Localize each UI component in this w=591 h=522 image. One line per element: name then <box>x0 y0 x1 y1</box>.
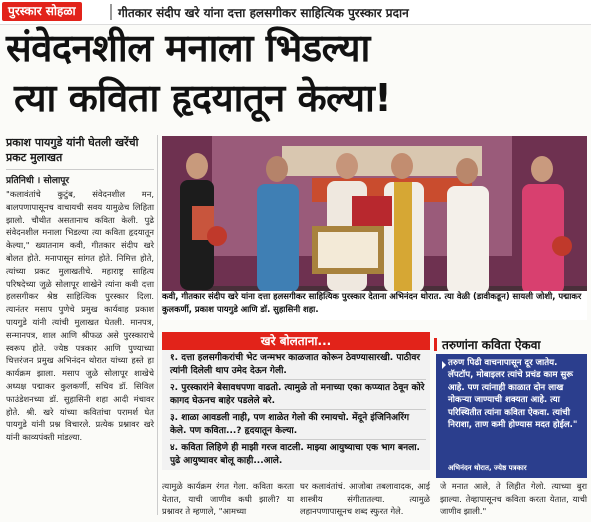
sidebar-signature: अभिनंदन थोरात, ज्येष्ठ पत्रकार <box>448 464 527 472</box>
article-body-continued: जे मनात आले, ते लिहीत गेलो. त्याच्या बुरा झाल्या. तेव्हापासूनच कविता करता येतात, याची जाणीव झाली." <box>440 481 587 516</box>
photo-caption: कवी, गीतकार संदीप खरे यांना दत्ता हलसगीकर साहित्यिक पुरस्कार देताना अभिनंदन थोरात. त्या वेळी (डावीकडून) सायली जोशी, पद्माकर कुलकर्णी, प्रकाश पायगुडे आणि डॉ. सुहासिनी शहा. <box>162 291 582 314</box>
article-body-continued: त्यामुळे कार्यक्रम रंगत गेला. कविता करता येतात, याची जाणीव कधी झाली? या प्रश्नावर ते म्हणाले, "आमच्या <box>162 481 294 516</box>
quote-item: १. दत्ता हलसगीकरांची भेट जन्मभर काळजात कोरून ठेवण्यासारखी. पाठीवर त्यांनी दिलेली थाप उमेद देऊन गेली. <box>170 353 421 376</box>
quote-item: ३. शाळा आवडली नाही, पण शाळेत गेलो की रमायचो. मेंदूने इंजिनिअरिंग केले. पण कविता...? हृदयातून केल्या. <box>170 413 410 436</box>
divider <box>170 409 426 410</box>
divider <box>6 169 154 170</box>
article-body-continued: घर कलावंतांचं. आजोबा तबलावादक, आई शास्त्रीय संगीतातल्या. त्यामुळे लहानपणापासूनच शब्द स्फुरत गेले. <box>300 481 430 516</box>
byline: प्रतिनिधी । सोलापूर <box>6 176 70 186</box>
quotes-banner: खरे बोलताना... <box>162 332 430 350</box>
quote-item: २. पुरस्कारांने बेसावधपणा वाढतो. त्यामुळे तो मनाच्या एका कप्प्यात ठेवून कोरे कागद घेऊनच बाहेर पडलेले बरे. <box>170 383 425 406</box>
accent-bar <box>434 338 437 351</box>
arrow-icon <box>442 361 446 369</box>
quote-item: ४. कविता लिहिणे ही माझी गरज वाटली. माझ्या आयुष्याचा एक भाग बनला. पुढे आयुष्यावर बोलू काही...आले. <box>170 443 420 466</box>
sidebar-body: तरुण पिढी वाचनापासून दूर जातेय. लॅपटॉप, मोबाइलर त्यांचे प्रचंड काम सुरू आहे. पण त्यांनाही काळात दोन लाख नोकऱ्या जाण्याची शक्यता आहे. त्या परिस्थितीत त्यांना कविता ऐकवा. त्यांची निराशा, ताण कमी होण्यास मदत होईल." <box>448 358 578 431</box>
article-body: "कलावंतांचे कुटुंब, संवेदनशील मन, बालपणापासूनच वाचायची सवय यामुळेच लिहिता झालो. चौथीत असतानाच कविता केली. पुढे संवेदनशील मनाला भिडल्या त्या कविता हृदयातून केल्या," ख्यातनाम कवी, गीतकार संदीप खरे बोलत होते. मनापासून सांगत होते. निमित्त होते, त्यांच्या प्रकट मुलाखतीचे. महाराष्ट्र साहित्य परिषदेच्या जुळे सोलापूर शाखेने त्यांना कवी दत्ता हलसगीकर श्रेष्ठ साहित्यिक पुरस्कार दिला. त्यानंतर मसाप पुणेचे प्रमुख कार्यवाह प्रकाश पायगुडे यांनी त्यांची मुलाखत घेतली. मानपत्र, सन्मानपत्र, शाल आणि श्रीफळ असे पुरस्काराचे स्वरूप होते. ज्येष्ठ पत्रकार आणि पुण्याच्या चित्तरंजन प्रमुख अभिनंदन थोरात यांच्या हस्ते हा कार्यक्रम झाला. मसाप जुळे सोलापूर शाखेचे अध्यक्ष पद्माकर कुलकर्णी, सचिव डॉ. सिविल फाउंडेशनच्या डॉ. सुहासिनी शहा आदी मंचावर होते. श्री. खरे यांच्या कवितांचा परामर्श घेत पायगुडे यांनी प्रश्न विचारले. प्रत्येक प्रश्नावर खरे यांनी काव्यपंक्ती मांडल्या. <box>6 189 154 443</box>
section-badge: पुरस्कार सोहळा <box>2 2 82 21</box>
sidebar-title: तरुणांना कविता ऐकवा <box>442 338 541 352</box>
divider <box>170 379 426 380</box>
column-rule <box>157 135 158 515</box>
headline-line-2: त्या कविता हृदयातून केल्या! <box>14 76 392 120</box>
divider <box>110 4 112 20</box>
subheadline: प्रकाश पायगुडे यांनी घेतली खरेंची प्रकट मुलाखत <box>6 136 139 164</box>
headline-line-1: संवेदनशील मनाला भिडल्या <box>6 26 370 70</box>
divider <box>170 439 426 440</box>
strapline: गीतकार संदीप खरे यांना दत्ता हलसगीकर साहित्यिक पुरस्कार प्रदान <box>118 6 409 20</box>
